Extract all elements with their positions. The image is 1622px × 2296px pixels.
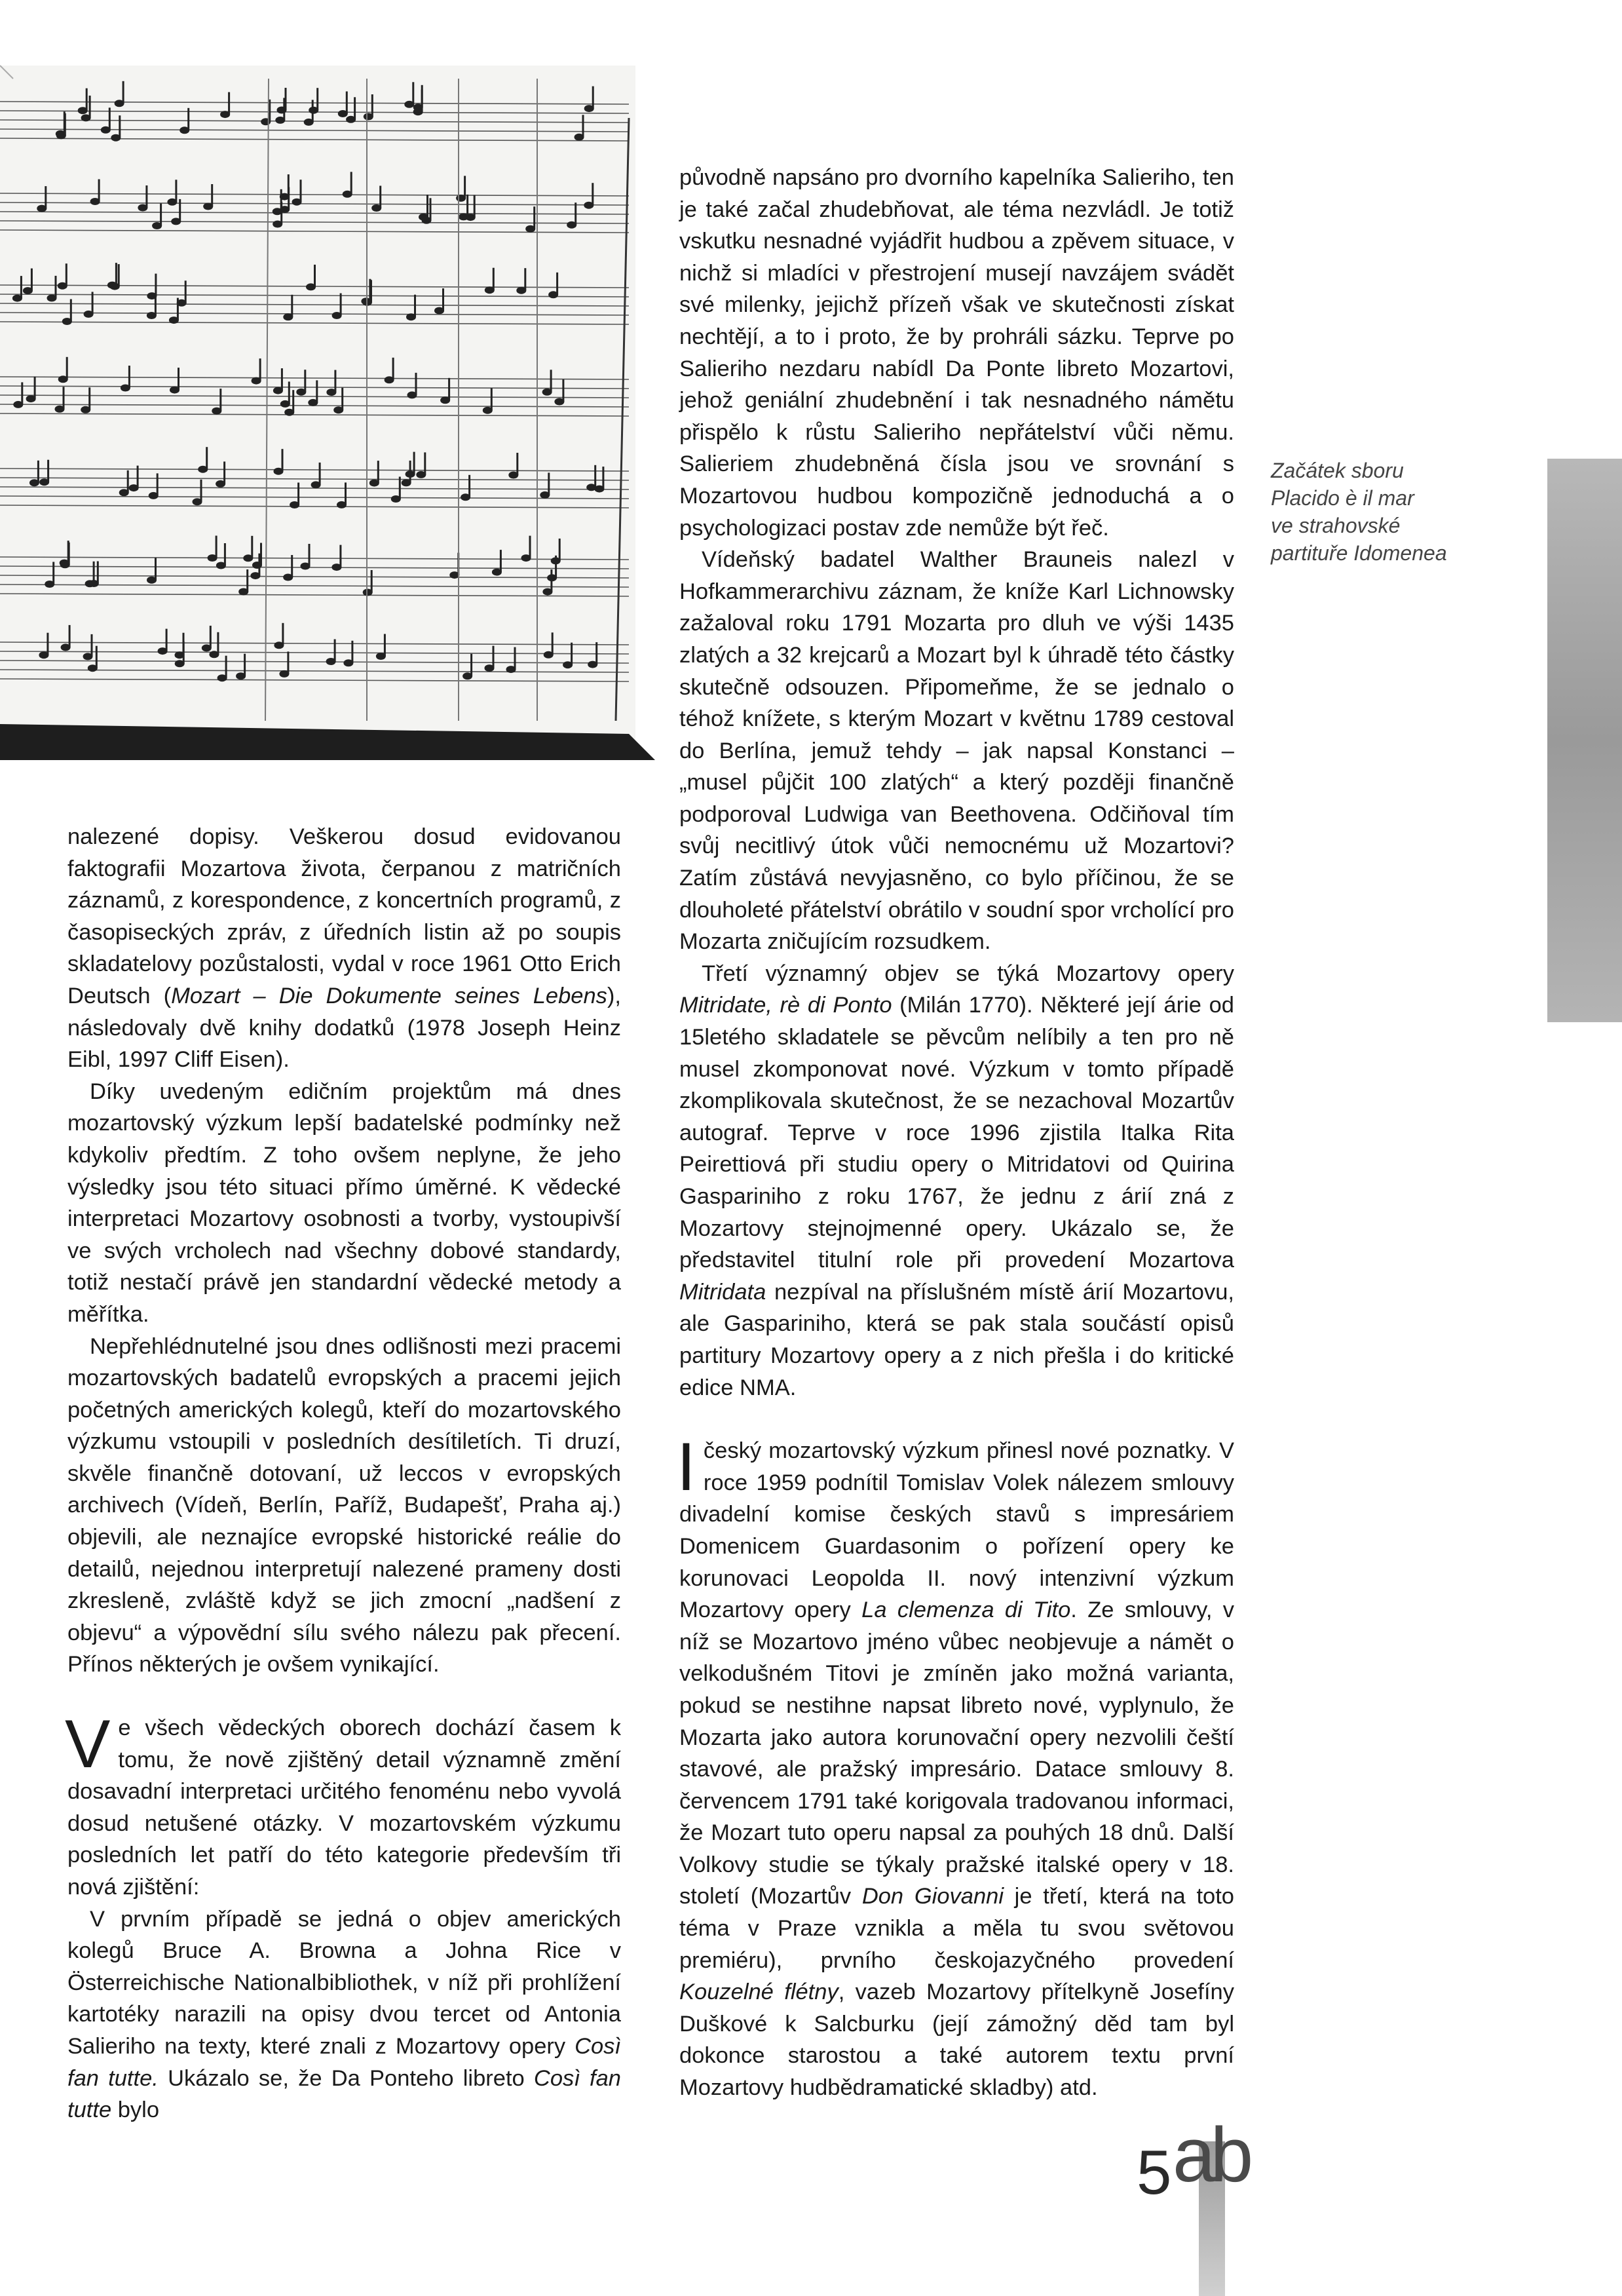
paragraph-text: . Ze smlouvy, v níž se Mozartovo jméno vůbec neobjevuje a námět o velkodušném Titovi je zmíněn jako možná varianta, pokud se nestihne napsat libreto nové, vyplynulo, že Mozarta jako autora korunovační opery nezvolili čeští stavové, ale pražský impresário. Datace smlouvy 8. červencem 1791 také korigovala tradovanou informaci, že Mozart tuto operu napsal za pouhých 18 dnů. Další Volkovy studie se týkaly pražské italské opery v 18. století (Mozartův: [679, 1598, 1235, 1909]
caption-line: ve strahovské: [1271, 514, 1401, 537]
caption-line: Začátek sboru: [1271, 459, 1404, 482]
paragraph-text: ), následovaly dvě knihy dodatků (1978 Joseph Heinz Eibl, 1997 Cliff Eisen).: [67, 983, 621, 1073]
paragraph-text: , vazeb Mozartovy přítelkyně Josefíny Duškové k Salcburku (její zámožný děd tam byl dokonce starostou a také autorem textu první Mozartovy hudbědramatické skladby) atd.: [679, 1980, 1234, 2101]
left-column: [67, 821, 621, 2126]
paragraph-text: nalezené dopisy. Veškerou dosud evidovanou faktografii Mozartova života, čerpanou z matričních záznamů, z korespondence, z koncertních programů, z časopiseckých zpráv, z úředních listin až po soupis skladatelovy pozůstalosti, vydal v roce 1961 Otto Erich Deutsch (: [67, 824, 621, 1008]
score-facsimile-image: [0, 39, 662, 760]
opera-title: Mitridata: [679, 1279, 766, 1305]
paragraph: [67, 1904, 621, 2126]
right-column: [679, 162, 1234, 2104]
opera-title: Così fan tutte: [67, 2065, 621, 2123]
paragraph: původně napsáno pro dvorního kapelníka Salieriho, ten je také začal zhudebňovat, ale téma nezvládl. Je totiž vskutku nesnadné vyjádřit hudbou a zpěvem situace, v nichž si mladíci v přestrojení musejí navzájem svádět své milenky, jejichž přízeň však ve skutečnosti získat nechtějí, a to i proto, že by prohráli sázku. Teprve po Salieriho nezdaru nabídl Da Ponte libreto Mozartovi, jehož geniální zhudebnění i tak nesnadného námětu přispělo k růstu Salieriho nepřátelství vůči němu. Salieriem zhudebněná čísla jsou ve srovnání s Mozartovou hudbou kompozičně jednoduchá a o psychologizaci postav zde nemůže být řeč.: [679, 165, 1234, 541]
caption-line: Placido è il mar: [1271, 486, 1414, 510]
opera-title: Mitridate, rè di Ponto: [679, 993, 892, 1018]
paragraph: Díky uvedeným edičním projektům má dnes mozartovský výzkum lepší badatelské podmínky než kdykoliv předtím. Z toho ovšem neplyne, že jeho výsledky jsou této situaci přímo úměrné. K vědecké interpretaci Mozartovy osobnosti a tvorby, vystoupivší ve svých vrcholech nad všechny dobové standardy, totiž nestačí právě jen standardní vědecké metody a měřítka.: [67, 1079, 621, 1327]
paragraph-text: český mozartovský výzkum přinesl nové poznatky. V roce 1959 podnítil Tomislav Volek nálezem smlouvy divadelní komise českých stavů s impresáriem Domenicem Guardasonim o pořízení opery ke korunovaci Leopolda II. nový intenzivní výzkum Mozartovy opery: [679, 1438, 1234, 1623]
book-title: Mozart – Die Dokumente seines Lebens: [171, 983, 607, 1008]
opera-title: Don Giovanni: [861, 1884, 1004, 1909]
paragraph-text: V prvním případě se jedná o objev amerických kolegů Bruce A. Browna a Johna Rice v Österreichische Nationalbibliothek, v níž při prohlížení kartotéky narazili na opisy dvou tercet od Antonia Salieriho na texty, které znali z Mozartovy opery: [67, 1906, 621, 2059]
paragraph: [679, 958, 1234, 1404]
figure-caption: [1271, 457, 1494, 567]
page-number: 5: [1137, 2137, 1172, 2208]
paragraph: [65, 1706, 621, 1904]
paragraph: [677, 1429, 1235, 2103]
paragraph-text: je třetí, která na toto téma v Praze vznikla a měla tu svou světovou premiéru), prvního českojazyčného provedení: [679, 1884, 1234, 1973]
magazine-logo: ab: [1173, 2112, 1249, 2198]
opera-title: Così fan tutte.: [67, 2033, 621, 2091]
paragraph-text: bylo: [111, 2097, 160, 2123]
paragraph: Nepřehlédnutelné jsou dnes odlišnosti mezi pracemi mozartovských badatelů evropských a pracemi jejich početných amerických kolegů, kteří do mozartovského výzkumu vstoupili v posledních desítiletích. Ti druzí, skvěle finančně dotovaní, už leccos v evropských archivech (Vídeň, Berlín, Paříž, Budapešť, Praha aj.) objevili, ale neznajíce evropské historické reálie do detailů, nejednou interpretují nalezené prameny dosti zkresleně, zvláště když se jich zmocní „nadšení z objevu“ a výpovědní sílu svého nálezu pak přecení. Přínos některých je ovšem vynikající.: [67, 1333, 621, 1677]
caption-line: partituře Idomenea: [1271, 541, 1447, 565]
section-tab-marker: [1547, 459, 1622, 1022]
paragraph-text: nezpíval na příslušném místě árií Mozartovu, ale Gaspariniho, která se pak stala součástí opisů partitury Mozartovy opery a z nich přešla i do kritické edice NMA.: [679, 1279, 1234, 1400]
opera-title: La clemenza di Tito: [861, 1598, 1071, 1623]
paragraph-text: Třetí významný objev se týká Mozartovy opery: [702, 961, 1234, 986]
paragraph-text: e všech vědeckých oborech dochází časem k tomu, že nově zjištěný detail významně změní dosavadní interpretaci určitého fenoménu nebo vyvolá dosud netušené otázky. V mozartovském výzkumu posledních let patří do této kategorie především tři nová zjištění:: [67, 1715, 621, 1900]
manuscript-score-drawing: [0, 39, 662, 760]
paragraph-text: (Milán 1770). Některé její árie od 15letého skladatele se pěvcům nelíbily a ten pro ně musel zkomponovat nové. Výzkum v tomto případě zkomplikovala skutečnost, že se nezachoval Mozartův autograf. Teprve v roce 1996 zjistila Italka Rita Peirettiová při studiu opery o Mitridatovi od Quirina Gaspariniho z roku 1767, že jednu z árií zná z Mozartovy stejnojmenné opery. Ukázalo se, že představitel titulní role při provedení Mozartova: [679, 993, 1234, 1273]
opera-title: Kouzelné flétny: [679, 1980, 839, 2005]
paragraph-text: Ukázalo se, že Da Ponteho libreto: [158, 2065, 534, 2091]
paragraph: Vídeňský badatel Walther Brauneis nalezl v Hofkammerarchivu záznam, že kníže Karl Lichnowsky zažaloval roku 1791 Mozarta pro dluh ve výši 1435 zlatých a 32 krejcarů a Mozart byl k úhradě této částky skutečně odsouzen. Připomeňme, že se jednalo o téhož knížete, s kterým Mozart v květnu 1789 cestoval do Berlína, jemuž tehdy – jak napsal Konstanci – „musel půjčit 100 zlatých“ a který později finančně podporoval Ludwiga van Beethovena. Odčiňoval tím svůj necitlivý útok vůči nemocnému už Mozartovi? Zatím zůstává nevyjasněno, co bylo příčinou, že se dlouholeté přátelství obrátilo v soudní spor vrcholící pro Mozarta zničujícím rozsudkem.: [679, 547, 1234, 955]
drop-cap: V: [65, 1706, 111, 1783]
drop-cap: I: [677, 1429, 696, 1506]
paragraph: [67, 821, 621, 1076]
